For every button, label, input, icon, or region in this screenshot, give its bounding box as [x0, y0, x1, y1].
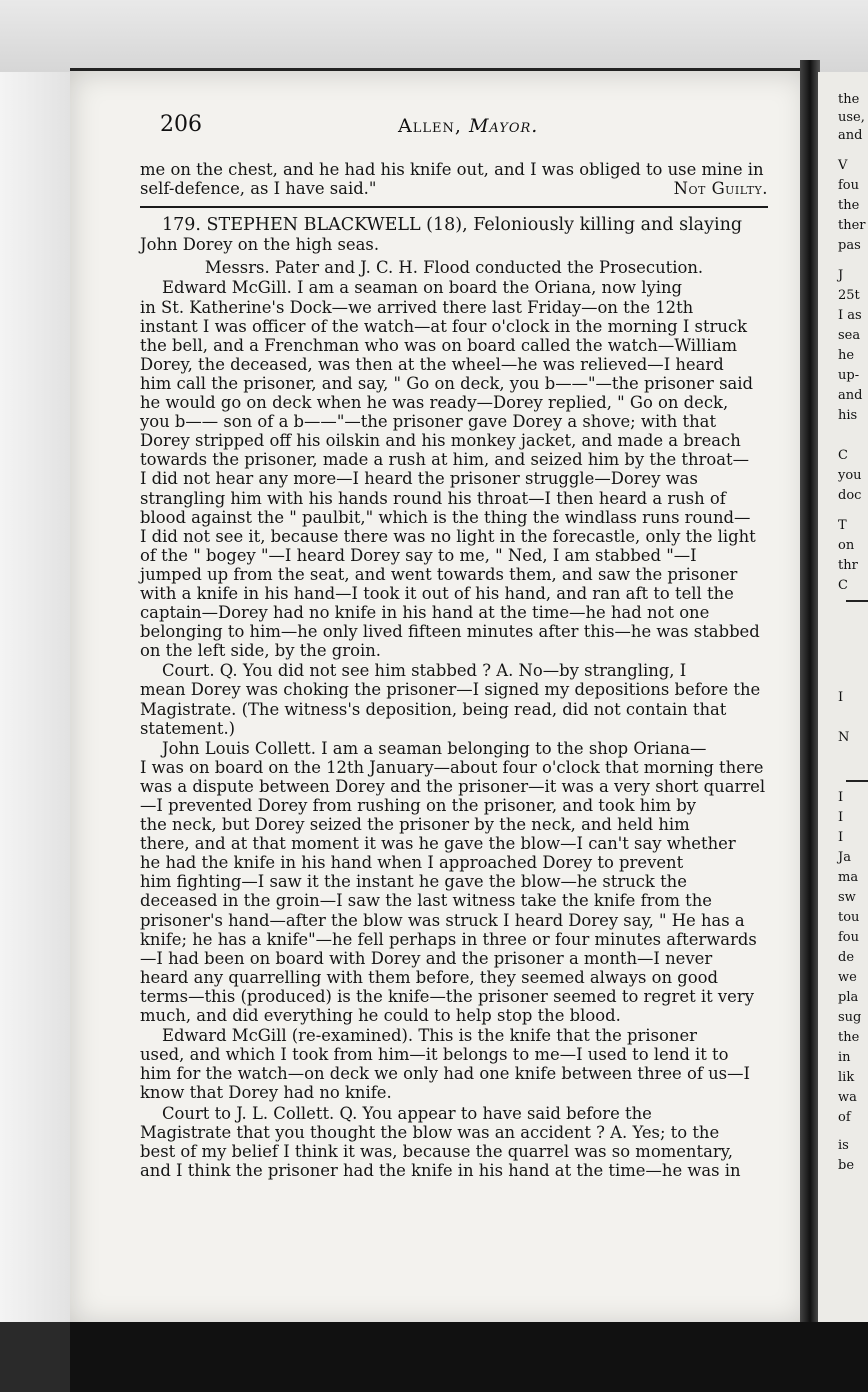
- adjacent-page-fragment: up-: [838, 368, 860, 383]
- adjacent-page-fragment: and: [838, 128, 863, 143]
- text-line: of the " bogey "—I heard Dorey say to me, " Ned, I am stabbed "—I: [140, 545, 697, 565]
- text-line: jumped up from the seat, and went towards them, and saw the prisoner: [140, 564, 738, 584]
- text-line: instant I was officer of the watch—at four o'clock in the morning I struck: [140, 316, 748, 336]
- text-line: him call the prisoner, and say, " Go on deck, you b——"—the prisoner said: [140, 373, 754, 393]
- continuation-text: [140, 160, 768, 198]
- text-line: blood against the " paulbit," which is the thing the windlass runs round—: [140, 507, 751, 527]
- adjacent-page-fragment: fou: [838, 930, 860, 945]
- adjacent-page-fragment: Ja: [838, 850, 851, 865]
- text-line: the bell, and a Frenchman who was on board called the watch—William: [140, 335, 738, 355]
- text-line: I did not see it, because there was no light in the forecastle, only the light: [140, 526, 756, 546]
- adjacent-page-fragment: J: [838, 268, 844, 283]
- adjacent-page-fragment: use,: [838, 110, 865, 125]
- adjacent-page-fragment: I: [838, 830, 844, 845]
- text-line: me on the chest, and he had his knife out, and I was obliged to use mine in: [140, 160, 764, 179]
- paragraph-court-to-collett: [140, 1104, 768, 1180]
- paragraph-mcgill-testimony: [140, 278, 768, 660]
- text-line: heard any quarrelling with them before, they seemed always on good: [140, 967, 718, 987]
- text-line: Dorey stripped off his oilskin and his monkey jacket, and made a breach: [140, 431, 741, 451]
- adjacent-page-fragment: the: [838, 92, 860, 107]
- adjacent-page-fragment: the: [838, 198, 860, 213]
- text-line: strangling him with his hands round his throat—I then heard a rush of: [140, 488, 726, 508]
- adjacent-page-fragment: pas: [838, 238, 861, 253]
- text-line: mean Dorey was choking the prisoner—I signed my depositions before the: [140, 680, 761, 700]
- case-separator-rule: [140, 206, 768, 208]
- adjacent-page-fragment: I: [838, 790, 844, 805]
- adjacent-page-rule: [846, 600, 868, 602]
- text-line: him for the watch—on deck we only had one knife between three of us—I: [140, 1064, 750, 1084]
- text-line: prisoner's hand—after the blow was struck I heard Dorey say, " He has a: [140, 910, 745, 930]
- adjacent-page-fragment: de: [838, 950, 855, 965]
- adjacent-page-fragment: I as: [838, 308, 862, 323]
- book-spine: [800, 60, 820, 1340]
- text-line: was a dispute between Dorey and the prisoner—it was a very short quarrel: [140, 776, 766, 796]
- adjacent-page-fragment: T: [838, 518, 847, 533]
- adjacent-page-fragment: the: [838, 1030, 860, 1045]
- adjacent-page-fragment: C: [838, 578, 848, 593]
- text-line: in St. Katherine's Dock—we arrived there last Friday—on the 12th: [140, 297, 694, 317]
- text-line: knife; he has a knife"—he fell perhaps in three or four minutes afterwards: [140, 929, 757, 949]
- text-line: there, and at that moment it was he gave the blow—I can't say whether: [140, 834, 736, 854]
- verdict: Not Guilty.: [673, 179, 768, 199]
- page-number: 206: [160, 112, 202, 137]
- text-line: Dorey, the deceased, was then at the wheel—he was relieved—I heard: [140, 354, 724, 374]
- text-line: —I prevented Dorey from rushing on the prisoner, and took him by: [140, 796, 697, 815]
- adjacent-page-fragment: wa: [838, 1090, 857, 1105]
- scan-bottom-shadow: [70, 1322, 868, 1392]
- text-line: Court. Q. You did not see him stabbed ? A. No—by strangling, I: [162, 661, 687, 681]
- adjacent-page-edge: [818, 72, 868, 1322]
- paragraph-court-question: [140, 661, 768, 737]
- text-line: the neck, but Dorey seized the prisoner by the neck, and held him: [140, 815, 690, 835]
- adjacent-page-fragment: we: [838, 970, 857, 985]
- running-head-title: Mayor.: [468, 115, 539, 137]
- case-heading: [140, 216, 768, 277]
- running-head: [398, 115, 538, 137]
- text-line: Edward McGill. I am a seaman on board the Oriana, now lying: [162, 278, 683, 298]
- page-body: [140, 160, 768, 1180]
- continuation-end: self-defence, as I have said.": [140, 179, 377, 199]
- running-head-name: Allen,: [398, 115, 462, 137]
- adjacent-page-fragment: V: [838, 158, 848, 173]
- adjacent-page-fragment: doc: [838, 488, 862, 503]
- adjacent-page-fragment: and: [838, 388, 863, 403]
- adjacent-page-fragment: sw: [838, 890, 856, 905]
- text-line: I was on board on the 12th January—about four o'clock that morning there: [140, 757, 764, 777]
- text-line: much, and did everything he could to help stop the blood.: [140, 1006, 621, 1026]
- adjacent-page-fragment: N: [838, 730, 850, 745]
- text-line: on the left side, by the groin.: [140, 641, 381, 661]
- adjacent-page-fragment: pla: [838, 990, 859, 1005]
- adjacent-page-fragment: sea: [838, 328, 861, 343]
- text-line: terms—this (produced) is the knife—the prisoner seemed to regret it very: [140, 986, 754, 1006]
- paragraph-collett-testimony: [140, 739, 768, 1025]
- text-line: captain—Dorey had no knife in his hand at the time—he had not one: [140, 603, 710, 623]
- text-line: him fighting—I saw it the instant he gave the blow—he struck the: [140, 872, 687, 892]
- adjacent-page-fragment: lik: [838, 1070, 855, 1085]
- text-line: you b—— son of a b——"—the prisoner gave Dorey a shove; with that: [140, 412, 717, 432]
- adjacent-page-fragment: C: [838, 448, 848, 463]
- paragraph-mcgill-reexamined: [140, 1026, 768, 1102]
- text-line: he would go on deck when he was ready—Dorey replied, " Go on deck,: [140, 393, 729, 413]
- adjacent-page-fragment: is: [838, 1138, 849, 1153]
- text-line: —I had been on board with Dorey and the prisoner a month—I never: [140, 948, 713, 968]
- adjacent-page-fragment: you: [838, 468, 862, 483]
- text-line: know that Dorey had no knife.: [140, 1083, 392, 1103]
- text-line: deceased in the groin—I saw the last witness take the knife from the: [140, 891, 712, 911]
- text-line: towards the prisoner, made a rush at him, and seized him by the throat—: [140, 450, 749, 470]
- text-line: best of my belief I think it was, because the quarrel was so momentary,: [140, 1141, 733, 1161]
- adjacent-page-fragment: of: [838, 1110, 851, 1125]
- adjacent-page-fragment: thr: [838, 558, 858, 573]
- text-line: with a knife in his hand—I took it out of his hand, and ran aft to tell the: [140, 583, 734, 603]
- adjacent-page-fragment: 25t: [838, 288, 860, 303]
- text-line: and I think the prisoner had the knife in his hand at the time—he was in: [140, 1160, 741, 1180]
- adjacent-page-fragment: fou: [838, 178, 860, 193]
- adjacent-page-fragment: on: [838, 538, 855, 553]
- text-line: belonging to him—he only lived fifteen minutes after this—he was stabbed: [140, 622, 760, 642]
- scan-top-margin: [0, 0, 868, 72]
- adjacent-page-fragment: he: [838, 348, 855, 363]
- case-title-cont: John Dorey on the high seas.: [140, 235, 380, 255]
- adjacent-page-fragment: sug: [838, 1010, 862, 1025]
- case-title: 179. STEPHEN BLACKWELL (18), Feloniously killing and slaying: [162, 215, 743, 236]
- text-line: Magistrate. (The witness's deposition, being read, did not contain that: [140, 699, 727, 719]
- scan-left-margin: [0, 72, 70, 1322]
- adjacent-page-fragment: I: [838, 810, 844, 825]
- text-line: [140, 179, 768, 198]
- adjacent-page-fragment: ther: [838, 218, 866, 233]
- page-header: [160, 112, 770, 142]
- text-line: John Louis Collett. I am a seaman belonging to the shop Oriana—: [162, 738, 707, 758]
- text-line: Edward McGill (re-examined). This is the knife that the prisoner: [162, 1026, 698, 1046]
- prosecution-line: Messrs. Pater and J. C. H. Flood conducted the Prosecution.: [204, 258, 704, 278]
- text-line: statement.): [140, 718, 236, 738]
- adjacent-page-fragment: in: [838, 1050, 851, 1065]
- adjacent-page-fragment: ma: [838, 870, 859, 885]
- text-line: I did not hear any more—I heard the prisoner struggle—Dorey was: [140, 469, 698, 489]
- adjacent-page-fragment: I: [838, 690, 844, 705]
- adjacent-page-rule: [846, 780, 868, 782]
- adjacent-page-fragment: his: [838, 408, 858, 423]
- adjacent-page-fragment: be: [838, 1158, 855, 1173]
- text-line: Court to J. L. Collett. Q. You appear to have said before the: [162, 1103, 652, 1123]
- text-line: Magistrate that you thought the blow was an accident ? A. Yes; to the: [140, 1122, 720, 1142]
- testimony: [140, 278, 768, 1179]
- adjacent-page-fragment: tou: [838, 910, 860, 925]
- text-line: he had the knife in his hand when I approached Dorey to prevent: [140, 853, 684, 873]
- text-line: used, and which I took from him—it belongs to me—I used to lend it to: [140, 1045, 729, 1065]
